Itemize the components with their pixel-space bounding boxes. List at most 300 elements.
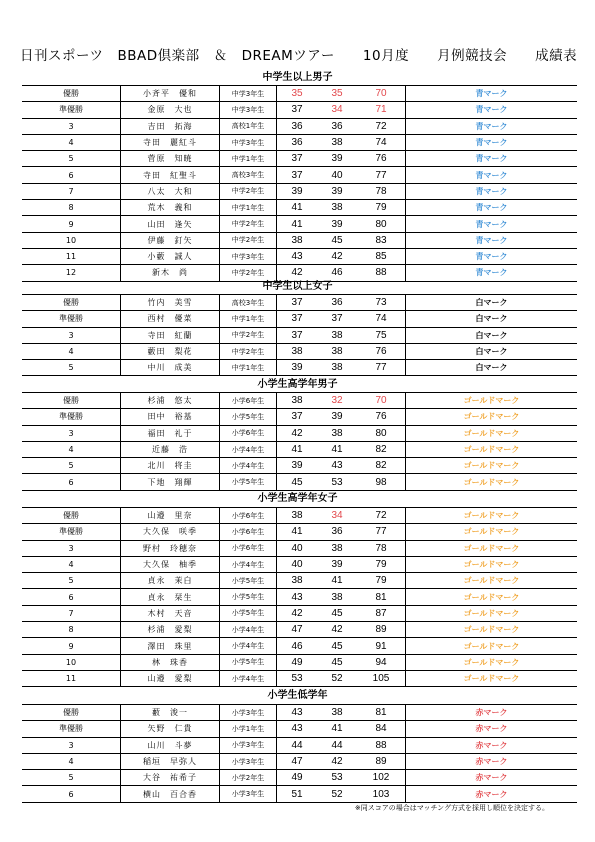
rank-cell: 6	[22, 167, 121, 183]
table-row	[22, 622, 577, 638]
tee-mark-cell: ゴールドマーク	[406, 573, 578, 589]
score-in-cell: 45	[317, 654, 357, 670]
rank-cell: 準優勝	[22, 409, 121, 425]
table-row	[22, 753, 577, 769]
total-score-cell: 72	[357, 508, 406, 524]
tee-mark-cell: ゴールドマーク	[406, 622, 578, 638]
score-out-cell: 43	[277, 721, 318, 737]
tee-mark-cell: 青マーク	[406, 265, 578, 281]
total-score-cell: 98	[357, 474, 406, 490]
rank-cell: 12	[22, 265, 121, 281]
table-row	[22, 458, 577, 474]
score-in-cell: 39	[317, 409, 357, 425]
table-row	[22, 441, 577, 457]
total-score-cell: 76	[357, 343, 406, 359]
grade-cell: 小学4年生	[220, 458, 277, 474]
score-in-cell: 45	[317, 232, 357, 248]
name-cell: 大久保 咲季	[121, 524, 220, 540]
rank-cell: 11	[22, 670, 121, 686]
name-cell: 貞永 栞生	[121, 589, 220, 605]
total-score-cell: 79	[357, 573, 406, 589]
score-out-cell: 38	[277, 508, 318, 524]
tee-mark-cell: 青マーク	[406, 183, 578, 199]
rank-cell: 4	[22, 134, 121, 150]
rank-cell: 6	[22, 786, 121, 802]
table-row	[22, 200, 577, 216]
tee-mark-cell: ゴールドマーク	[406, 670, 578, 686]
rank-cell: 3	[22, 425, 121, 441]
name-cell: 荒木 義和	[121, 200, 220, 216]
grade-cell: 中学1年生	[220, 151, 277, 167]
grade-cell: 小学5年生	[220, 654, 277, 670]
total-score-cell: 81	[357, 589, 406, 605]
grade-cell: 中学2年生	[220, 265, 277, 281]
total-score-cell: 82	[357, 458, 406, 474]
score-out-cell: 45	[277, 474, 318, 490]
total-score-cell: 85	[357, 248, 406, 264]
score-out-cell: 47	[277, 753, 318, 769]
table-row	[22, 508, 577, 524]
table-row	[22, 118, 577, 134]
grade-cell: 中学2年生	[220, 183, 277, 199]
grade-cell: 小学6年生	[220, 508, 277, 524]
table-row	[22, 737, 577, 753]
name-cell: 伊藤 釘矢	[121, 232, 220, 248]
score-in-cell: 43	[317, 458, 357, 474]
tee-mark-cell: 青マーク	[406, 151, 578, 167]
grade-cell: 高校3年生	[220, 295, 277, 311]
name-cell: 野村 玲穂奈	[121, 540, 220, 556]
grade-cell: 中学1年生	[220, 360, 277, 376]
score-out-cell: 47	[277, 622, 318, 638]
total-score-cell: 78	[357, 183, 406, 199]
grade-cell: 中学2年生	[220, 327, 277, 343]
grade-cell: 小学4年生	[220, 441, 277, 457]
score-out-cell: 41	[277, 441, 318, 457]
score-out-cell: 38	[277, 343, 318, 359]
score-out-cell: 41	[277, 200, 318, 216]
name-cell: 菅原 知暁	[121, 151, 220, 167]
page-title: 日刊スポーツ BBAD倶楽部 ＆ DREAMツアー 10月度 月例競技会 成績表	[20, 48, 578, 64]
grade-cell: 中学3年生	[220, 102, 277, 118]
grade-cell: 中学1年生	[220, 311, 277, 327]
score-out-cell: 49	[277, 654, 318, 670]
score-in-cell: 36	[317, 118, 357, 134]
score-in-cell: 38	[317, 540, 357, 556]
tee-mark-cell: 赤マーク	[406, 737, 578, 753]
score-in-cell: 39	[317, 556, 357, 572]
score-in-cell: 41	[317, 573, 357, 589]
rank-cell: 準優勝	[22, 102, 121, 118]
name-cell: 西村 優菜	[121, 311, 220, 327]
name-cell: 横山 百合香	[121, 786, 220, 802]
score-out-cell: 40	[277, 540, 318, 556]
total-score-cell: 102	[357, 770, 406, 786]
table-row	[22, 638, 577, 654]
rank-cell: 5	[22, 770, 121, 786]
score-in-cell: 41	[317, 721, 357, 737]
tee-mark-cell: ゴールドマーク	[406, 508, 578, 524]
grade-cell: 小学4年生	[220, 556, 277, 572]
total-score-cell: 75	[357, 327, 406, 343]
rank-cell: 準優勝	[22, 721, 121, 737]
grade-cell: 小学2年生	[220, 770, 277, 786]
score-out-cell: 53	[277, 670, 318, 686]
total-score-cell: 74	[357, 134, 406, 150]
total-score-cell: 83	[357, 232, 406, 248]
table-row	[22, 605, 577, 621]
score-out-cell: 42	[277, 605, 318, 621]
score-in-cell: 42	[317, 622, 357, 638]
table-row	[22, 573, 577, 589]
grade-cell: 小学6年生	[220, 393, 277, 409]
score-out-cell: 41	[277, 216, 318, 232]
name-cell: 竹内 美雪	[121, 295, 220, 311]
tee-mark-cell: ゴールドマーク	[406, 556, 578, 572]
tee-mark-cell: ゴールドマーク	[406, 393, 578, 409]
tee-mark-cell: 白マーク	[406, 295, 578, 311]
table-row	[22, 770, 577, 786]
section-title-5: 小学生低学年	[267, 690, 328, 701]
total-score-cell: 80	[357, 425, 406, 441]
rank-cell: 3	[22, 737, 121, 753]
tee-mark-cell: 青マーク	[406, 102, 578, 118]
results-table-5	[22, 704, 577, 803]
tee-mark-cell: ゴールドマーク	[406, 425, 578, 441]
tee-mark-cell: ゴールドマーク	[406, 589, 578, 605]
total-score-cell: 77	[357, 360, 406, 376]
total-score-cell: 77	[357, 524, 406, 540]
rank-cell: 5	[22, 458, 121, 474]
rank-cell: 8	[22, 622, 121, 638]
total-score-cell: 73	[357, 295, 406, 311]
table-row	[22, 654, 577, 670]
score-out-cell: 37	[277, 327, 318, 343]
total-score-cell: 76	[357, 409, 406, 425]
tee-mark-cell: 赤マーク	[406, 705, 578, 721]
name-cell: 金原 大也	[121, 102, 220, 118]
rank-cell: 3	[22, 118, 121, 134]
score-in-cell: 38	[317, 343, 357, 359]
tee-mark-cell: ゴールドマーク	[406, 409, 578, 425]
table-row	[22, 295, 577, 311]
score-out-cell: 38	[277, 232, 318, 248]
tee-mark-cell: 白マーク	[406, 360, 578, 376]
rank-cell: 優勝	[22, 393, 121, 409]
name-cell: 稲垣 早弥人	[121, 753, 220, 769]
name-cell: 寺田 紅蘭	[121, 327, 220, 343]
rank-cell: 4	[22, 441, 121, 457]
grade-cell: 小学4年生	[220, 622, 277, 638]
grade-cell: 中学3年生	[220, 86, 277, 102]
score-out-cell: 43	[277, 589, 318, 605]
name-cell: 杉浦 悠太	[121, 393, 220, 409]
total-score-cell: 81	[357, 705, 406, 721]
score-out-cell: 44	[277, 737, 318, 753]
results-table-3	[22, 392, 577, 491]
score-in-cell: 32	[317, 393, 357, 409]
rank-cell: 準優勝	[22, 311, 121, 327]
table-row	[22, 167, 577, 183]
score-in-cell: 38	[317, 200, 357, 216]
score-in-cell: 38	[317, 327, 357, 343]
rank-cell: 準優勝	[22, 524, 121, 540]
score-out-cell: 42	[277, 265, 318, 281]
score-in-cell: 38	[317, 425, 357, 441]
total-score-cell: 71	[357, 102, 406, 118]
results-table-4	[22, 507, 577, 687]
grade-cell: 中学3年生	[220, 134, 277, 150]
results-table-1	[22, 85, 577, 282]
score-out-cell: 37	[277, 295, 318, 311]
total-score-cell: 105	[357, 670, 406, 686]
tee-mark-cell: 白マーク	[406, 343, 578, 359]
table-row	[22, 134, 577, 150]
grade-cell: 中学2年生	[220, 232, 277, 248]
grade-cell: 小学4年生	[220, 670, 277, 686]
score-out-cell: 43	[277, 705, 318, 721]
rank-cell: 4	[22, 556, 121, 572]
tee-mark-cell: 赤マーク	[406, 786, 578, 802]
grade-cell: 小学5年生	[220, 573, 277, 589]
grade-cell: 小学6年生	[220, 425, 277, 441]
section-title-4: 小学生高学年女子	[257, 493, 338, 504]
grade-cell: 小学6年生	[220, 540, 277, 556]
score-out-cell: 38	[277, 573, 318, 589]
table-row	[22, 102, 577, 118]
score-out-cell: 37	[277, 311, 318, 327]
score-out-cell: 49	[277, 770, 318, 786]
name-cell: 藪田 梨花	[121, 343, 220, 359]
tee-mark-cell: ゴールドマーク	[406, 654, 578, 670]
total-score-cell: 78	[357, 540, 406, 556]
name-cell: 杉浦 愛梨	[121, 622, 220, 638]
score-in-cell: 46	[317, 265, 357, 281]
grade-cell: 高校1年生	[220, 118, 277, 134]
name-cell: 小斉平 優和	[121, 86, 220, 102]
score-in-cell: 42	[317, 248, 357, 264]
name-cell: 澤田 珠里	[121, 638, 220, 654]
tee-mark-cell: ゴールドマーク	[406, 458, 578, 474]
tee-mark-cell: ゴールドマーク	[406, 540, 578, 556]
grade-cell: 小学3年生	[220, 753, 277, 769]
total-score-cell: 70	[357, 86, 406, 102]
total-score-cell: 70	[357, 393, 406, 409]
total-score-cell: 88	[357, 265, 406, 281]
name-cell: 藪 浚一	[121, 705, 220, 721]
table-row	[22, 409, 577, 425]
table-row	[22, 151, 577, 167]
name-cell: 吉田 拓海	[121, 118, 220, 134]
footnote: ※同スコアの場合はマッチング方式を採用し順位を決定する。	[354, 804, 549, 812]
score-in-cell: 41	[317, 441, 357, 457]
grade-cell: 小学6年生	[220, 524, 277, 540]
rank-cell: 7	[22, 605, 121, 621]
table-row	[22, 540, 577, 556]
rank-cell: 8	[22, 200, 121, 216]
score-out-cell: 40	[277, 556, 318, 572]
tee-mark-cell: 赤マーク	[406, 721, 578, 737]
rank-cell: 9	[22, 216, 121, 232]
grade-cell: 高校3年生	[220, 167, 277, 183]
rank-cell: 5	[22, 573, 121, 589]
name-cell: 大久保 柚季	[121, 556, 220, 572]
total-score-cell: 72	[357, 118, 406, 134]
score-in-cell: 36	[317, 295, 357, 311]
table-row	[22, 86, 577, 102]
score-in-cell: 42	[317, 753, 357, 769]
name-cell: 寺田 麗紅斗	[121, 134, 220, 150]
score-in-cell: 45	[317, 638, 357, 654]
score-in-cell: 36	[317, 524, 357, 540]
tee-mark-cell: ゴールドマーク	[406, 638, 578, 654]
table-row	[22, 556, 577, 572]
total-score-cell: 89	[357, 753, 406, 769]
score-out-cell: 51	[277, 786, 318, 802]
section-title-3: 小学生高学年男子	[257, 379, 338, 390]
name-cell: 山田 逢矢	[121, 216, 220, 232]
name-cell: 福田 礼于	[121, 425, 220, 441]
score-out-cell: 37	[277, 102, 318, 118]
score-out-cell: 39	[277, 458, 318, 474]
name-cell: 小藪 誠人	[121, 248, 220, 264]
rank-cell: 3	[22, 540, 121, 556]
name-cell: 近藤 浩	[121, 441, 220, 457]
grade-cell: 小学5年生	[220, 605, 277, 621]
grade-cell: 中学3年生	[220, 248, 277, 264]
score-out-cell: 41	[277, 524, 318, 540]
name-cell: 林 珠香	[121, 654, 220, 670]
tee-mark-cell: 青マーク	[406, 216, 578, 232]
table-row	[22, 786, 577, 802]
name-cell: 中川 成美	[121, 360, 220, 376]
table-row	[22, 232, 577, 248]
score-in-cell: 34	[317, 102, 357, 118]
total-score-cell: 103	[357, 786, 406, 802]
rank-cell: 5	[22, 360, 121, 376]
rank-cell: 3	[22, 327, 121, 343]
grade-cell: 小学3年生	[220, 705, 277, 721]
name-cell: 山川 斗夢	[121, 737, 220, 753]
score-in-cell: 44	[317, 737, 357, 753]
name-cell: 貞永 茉白	[121, 573, 220, 589]
score-in-cell: 37	[317, 311, 357, 327]
tee-mark-cell: 青マーク	[406, 167, 578, 183]
total-score-cell: 94	[357, 654, 406, 670]
rank-cell: 11	[22, 248, 121, 264]
tee-mark-cell: ゴールドマーク	[406, 605, 578, 621]
tee-mark-cell: 青マーク	[406, 200, 578, 216]
score-in-cell: 34	[317, 508, 357, 524]
rank-cell: 4	[22, 753, 121, 769]
grade-cell: 中学2年生	[220, 343, 277, 359]
score-in-cell: 38	[317, 705, 357, 721]
section-title-2: 中学生以上女子	[262, 281, 333, 292]
score-in-cell: 39	[317, 216, 357, 232]
table-row	[22, 360, 577, 376]
grade-cell: 小学1年生	[220, 721, 277, 737]
grade-cell: 小学5年生	[220, 589, 277, 605]
tee-mark-cell: 青マーク	[406, 86, 578, 102]
total-score-cell: 84	[357, 721, 406, 737]
total-score-cell: 79	[357, 556, 406, 572]
score-out-cell: 39	[277, 183, 318, 199]
grade-cell: 中学1年生	[220, 200, 277, 216]
total-score-cell: 80	[357, 216, 406, 232]
rank-cell: 9	[22, 638, 121, 654]
table-row	[22, 327, 577, 343]
table-row	[22, 393, 577, 409]
table-row	[22, 183, 577, 199]
table-row	[22, 216, 577, 232]
rank-cell: 優勝	[22, 295, 121, 311]
name-cell: 八太 大和	[121, 183, 220, 199]
tee-mark-cell: 青マーク	[406, 134, 578, 150]
name-cell: 新木 尚	[121, 265, 220, 281]
name-cell: 北川 将圭	[121, 458, 220, 474]
grade-cell: 小学3年生	[220, 786, 277, 802]
section-title-1: 中学生以上男子	[262, 72, 333, 83]
results-table-2	[22, 294, 577, 376]
grade-cell: 小学3年生	[220, 737, 277, 753]
tee-mark-cell: 白マーク	[406, 311, 578, 327]
grade-cell: 小学4年生	[220, 638, 277, 654]
rank-cell: 7	[22, 183, 121, 199]
table-row	[22, 425, 577, 441]
tee-mark-cell: ゴールドマーク	[406, 524, 578, 540]
score-in-cell: 38	[317, 134, 357, 150]
table-row	[22, 589, 577, 605]
rank-cell: 4	[22, 343, 121, 359]
score-out-cell: 36	[277, 118, 318, 134]
score-in-cell: 53	[317, 474, 357, 490]
name-cell: 下地 翔輝	[121, 474, 220, 490]
name-cell: 大谷 祐希子	[121, 770, 220, 786]
rank-cell: 優勝	[22, 86, 121, 102]
grade-cell: 小学5年生	[220, 474, 277, 490]
tee-mark-cell: 青マーク	[406, 118, 578, 134]
total-score-cell: 82	[357, 441, 406, 457]
tee-mark-cell: 青マーク	[406, 248, 578, 264]
total-score-cell: 88	[357, 737, 406, 753]
table-row	[22, 705, 577, 721]
name-cell: 矢野 仁貴	[121, 721, 220, 737]
rank-cell: 6	[22, 589, 121, 605]
table-row	[22, 721, 577, 737]
tee-mark-cell: ゴールドマーク	[406, 441, 578, 457]
score-out-cell: 46	[277, 638, 318, 654]
score-in-cell: 52	[317, 786, 357, 802]
tee-mark-cell: 赤マーク	[406, 770, 578, 786]
tee-mark-cell: 赤マーク	[406, 753, 578, 769]
name-cell: 山邉 愛梨	[121, 670, 220, 686]
rank-cell: 10	[22, 232, 121, 248]
score-in-cell: 53	[317, 770, 357, 786]
table-row	[22, 474, 577, 490]
total-score-cell: 79	[357, 200, 406, 216]
table-row	[22, 248, 577, 264]
rank-cell: 10	[22, 654, 121, 670]
table-row	[22, 343, 577, 359]
score-in-cell: 52	[317, 670, 357, 686]
rank-cell: 優勝	[22, 508, 121, 524]
table-row	[22, 524, 577, 540]
grade-cell: 中学2年生	[220, 216, 277, 232]
score-out-cell: 42	[277, 425, 318, 441]
total-score-cell: 74	[357, 311, 406, 327]
score-out-cell: 35	[277, 86, 318, 102]
tee-mark-cell: ゴールドマーク	[406, 474, 578, 490]
